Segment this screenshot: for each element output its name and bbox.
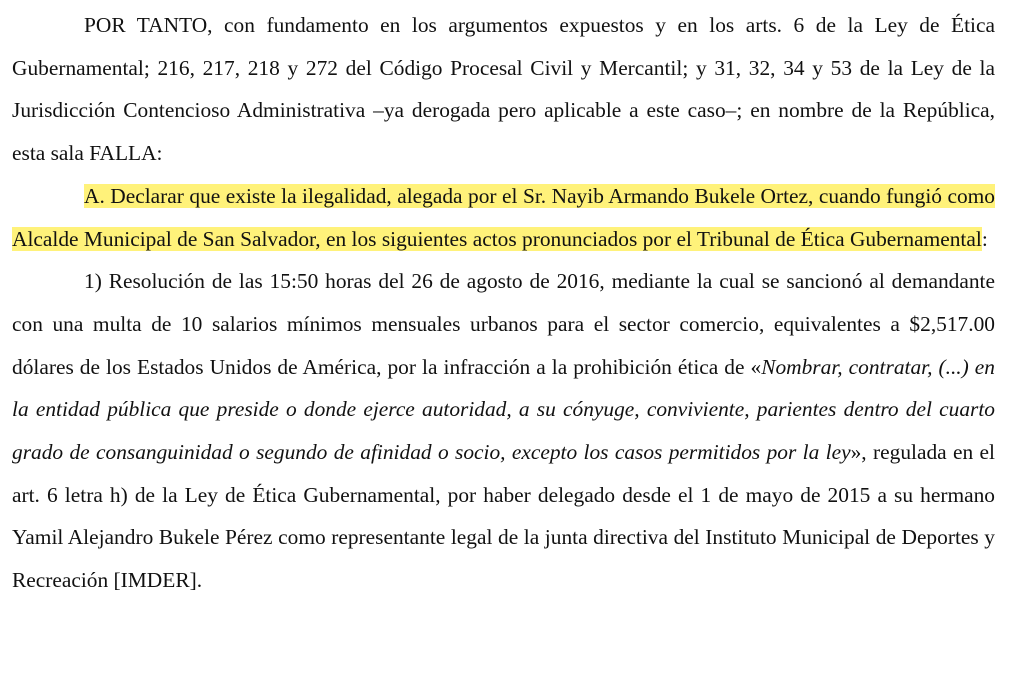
paragraph-por-tanto-text: POR TANTO, con fundamento en los argumentos expuestos y en los arts. 6 de la Ley de Ética Gubernamental; 216, 217, 218 y 272 del Código Procesal Civil y Mercantil; y 31, 32, 34 y 53 de la Ley de la Jurisdicción Contencioso Administrativa –ya derogada pero aplicable a este caso–; en nombre de la República, esta sala FALLA: <box>12 13 995 166</box>
paragraph-por-tanto <box>12 4 995 175</box>
resolution-1-text-after-quote: », regulada en el art. 6 letra h) de la Ley de Ética Gubernamental, por haber delegado desde el 1 de mayo de 2015 a su hermano Yamil Alejandro Bukele Pérez como representante legal de la junta directiva del Instituto Municipal de Deportes y Recreación [IMDER]. <box>12 440 995 593</box>
resolution-1-text-before-quote: 1) Resolución de las 15:50 horas del 26 de agosto de 2016, mediante la cual se sancionó al demandante con una multa de 10 salarios mínimos mensuales urbanos para el sector comercio, equivalentes a $2,517.00 dólares de los Estados Unidos de América, por la infracción a la prohibición ética de « <box>12 269 995 379</box>
paragraph-resolution-a-colon: : <box>981 226 988 251</box>
highlighted-text: A. Declarar que existe la ilegalidad, alegada por el Sr. Nayib Armando Bukele Ortez, cuando fungió como Alcalde Municipal de San Salvador, en los siguientes actos pronunciados por el Tribunal de Ética Gubernamental <box>12 183 995 251</box>
paragraph-resolution-1 <box>12 260 995 602</box>
resolution-1-italic-quote: Nombrar, contratar, (...) en la entidad pública que preside o donde ejerce autoridad, a su cónyuge, conviviente, parientes dentro del cuarto grado de consanguinidad o segundo de afinidad o socio, excepto los casos permitidos por la ley <box>12 354 995 465</box>
paragraph-resolution-a <box>12 175 995 260</box>
